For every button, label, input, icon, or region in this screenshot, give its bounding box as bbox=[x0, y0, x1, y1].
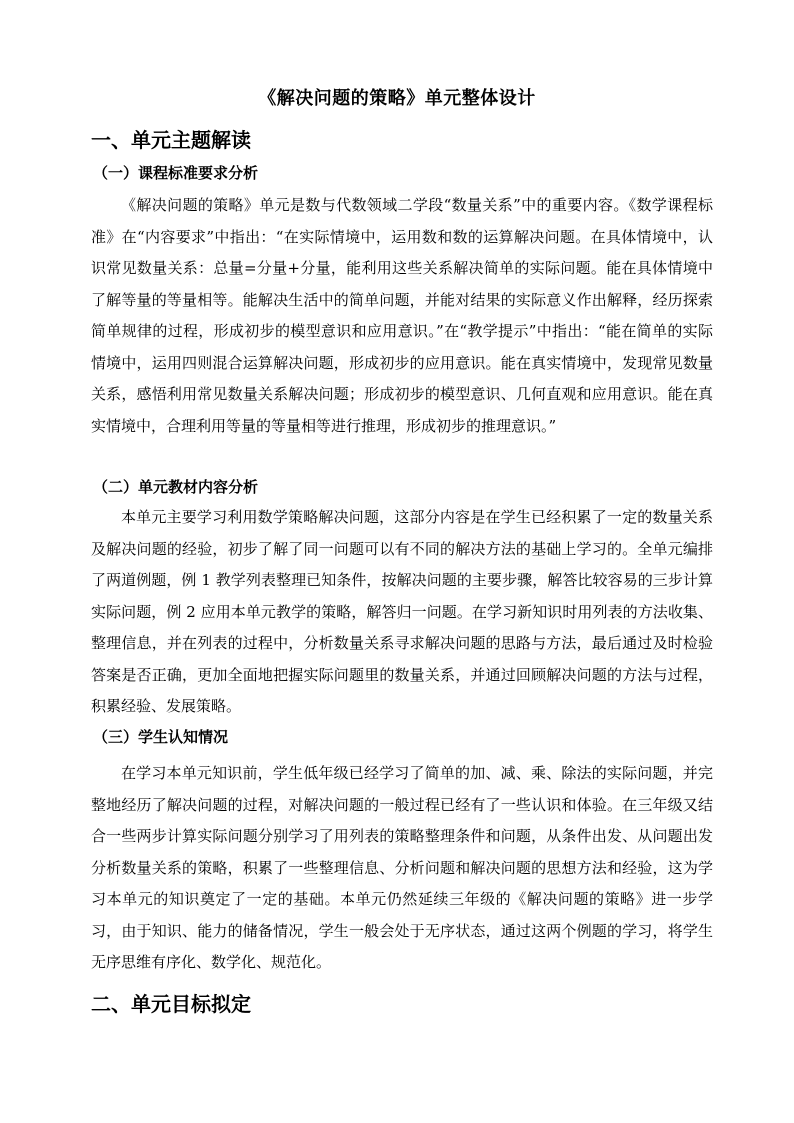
paragraph-standards: 《解决问题的策略》单元是数与代数领域二学段“数量关系”中的重要内容。《数学课程标准》在“内容要求”中指出：“在实际情境中，运用数和数的运算解决问题。在具体情境中，认识常见数量关系：总量=分量+分量，能利用这些关系解决简单的实际问题。能在具体情境中了解等量的等量相等。能解决生活中的简单问题，并能对结果的实际意义作出解释，经历探索简单规律的过程，形成初步的模型意识和应用意识。”在“教学提示”中指出：“能在简单的实际情境中，运用四则混合运算解决问题，形成初步的应用意识。能在真实情境中，发现常见数量关系，感悟利用常见数量关系解决问题；形成初步的模型意识、几何直观和应用意识。能在真实情境中，合理利用等量的等量相等进行推理，形成初步的推理意识。” bbox=[91, 196, 713, 435]
subsection-heading-standards: （一）课程标准要求分析 bbox=[93, 164, 259, 182]
paragraph-textbook: 本单元主要学习利用数学策略解决问题，这部分内容是在学生已经积累了一定的数量关系及解决问题的经验，初步了解了同一问题可以有不同的解决方法的基础上学习的。全单元编排了两道例题，例 1 教学列表整理已知条件，按解决问题的主要步骤，解答比较容易的三步计算实际问题，例 2 应用本单元教学的策略，解答归一问题。在学习新知识时用列表的方法收集、整理信息，并在列表的过程中，分析数量关系寻求解决问题的思路与方法，最后通过及时检验答案是否正确，更加全面地把握实际问题里的数量关系，并通过回顾解决问题的方法与过程，积累经验、发展策略。 bbox=[91, 508, 713, 715]
section-heading-goals: 二、单元目标拟定 bbox=[91, 992, 251, 1016]
document-title: 《解决问题的策略》单元整体设计 bbox=[258, 88, 536, 109]
paragraph-cognition: 在学习本单元知识前，学生低年级已经学习了简单的加、减、乘、除法的实际问题，并完整地经历了解决问题的过程，对解决问题的一般过程已经有了一些认识和体验。在三年级又结合一些两步计算实际问题分别学习了用列表的策略整理条件和问题，从条件出发、从问题出发分析数量关系的策略，积累了一些整理信息、分析问题和解决问题的思想方法和经验，这为学习本单元的知识奠定了一定的基础。本单元仍然延续三年级的《解决问题的策略》进一步学习，由于知识、能力的储备情况，学生一般会处于无序状态，通过这两个例题的学习，将学生无序思维有序化、数学化、规范化。 bbox=[91, 764, 713, 971]
subsection-heading-textbook: （二）单元教材内容分析 bbox=[93, 478, 259, 496]
subsection-heading-cognition: （三）学生认知情况 bbox=[93, 728, 229, 746]
section-heading-theme: 一、单元主题解读 bbox=[91, 128, 251, 152]
